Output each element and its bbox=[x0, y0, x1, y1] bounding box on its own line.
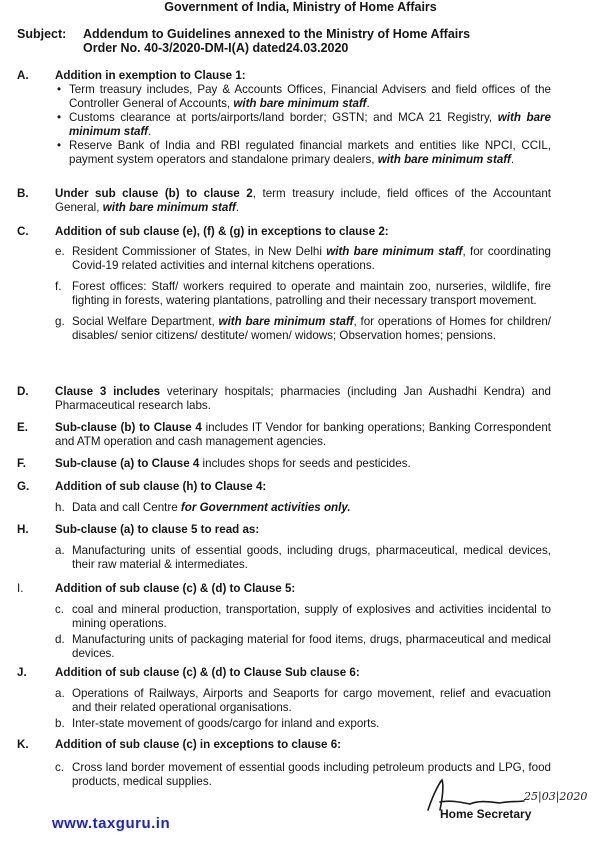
section-letter: C. bbox=[17, 225, 29, 238]
list-item: • Term treasury includes, Pay & Accounts Offices, Financial Advisers and field offices of the Controller General of Accounts, with bare minimum staff. bbox=[55, 83, 551, 111]
section-letter: D. bbox=[17, 385, 29, 398]
subject-text bbox=[83, 27, 470, 55]
section-title: Addition of sub clause (c) & (d) to Clause Sub clause 6: bbox=[55, 666, 360, 679]
section-letter: G. bbox=[17, 480, 30, 493]
section-text: Sub-clause (a) to Clause 4 includes shops for seeds and pesticides. bbox=[55, 457, 411, 470]
section-text: Clause 3 includes veterinary hospitals; pharmacies (including Jan Aushadhi Kendra) and Pharmaceutical research labs. bbox=[55, 385, 551, 412]
section-title: Addition of sub clause (c) in exceptions to clause 6: bbox=[55, 738, 342, 751]
list-item: c. coal and mineral production, transportation, supply of explosives and activities incidental to mining operations. bbox=[55, 603, 551, 630]
section-letter: B. bbox=[17, 187, 29, 200]
list-item: h. Data and call Centre for Government activities only. bbox=[55, 501, 351, 514]
list-item: • Reserve Bank of India and RBI regulated financial markets and entities like NPCI, CCIL, payment system operators and standalone primary dealers, with bare minimum staff. bbox=[55, 139, 551, 167]
list-item: c. Cross land border movement of essential goods including petroleum products and LPG, food products, medical supplies. bbox=[55, 761, 551, 788]
watermark-text: www.taxguru.in bbox=[52, 815, 171, 832]
section-title: Addition of sub clause (h) to Clause 4: bbox=[55, 480, 267, 493]
signatory-title: Home Secretary bbox=[440, 807, 532, 821]
section-title: Addition in exemption to Clause 1: bbox=[55, 69, 246, 82]
list-item: a. Operations of Railways, Airports and Seaports for cargo movement, relief and evacuation and their related operational organisations. bbox=[55, 687, 551, 714]
section-letter: I. bbox=[17, 582, 24, 595]
section-text: Under sub clause (b) to clause 2, term treasury include, field offices of the Accountant General, with bare minimum staff. bbox=[55, 187, 551, 214]
subject-line-2: Order No. 40-3/2020-DM-I(A) dated24.03.2020 bbox=[83, 41, 349, 55]
document-header: Government of India, Ministry of Home Affairs bbox=[164, 0, 437, 14]
signature-date: 25|03|2020 bbox=[524, 790, 588, 803]
section-letter: J. bbox=[17, 666, 27, 679]
section-title: Sub-clause (a) to clause 5 to read as: bbox=[55, 523, 260, 536]
section-letter: K. bbox=[17, 738, 29, 751]
subject-line-1: Addendum to Guidelines annexed to the Ministry of Home Affairs bbox=[83, 27, 471, 41]
list-item: a. Manufacturing units of essential goods, including drugs, pharmaceutical, medical devices, their raw material & intermediates. bbox=[55, 544, 551, 571]
section-letter: E. bbox=[17, 421, 28, 434]
list-item: d. Manufacturing units of packaging material for food items, drugs, pharmaceutical and medical devices. bbox=[55, 633, 551, 660]
section-text: Sub-clause (b) to Clause 4 includes IT Vendor for banking operations; Banking Correspondent and ATM operation and cash management agencies. bbox=[55, 421, 551, 448]
list-item: g. Social Welfare Department, with bare minimum staff, for operations of Homes for children/ disables/ senior citizens/ destitute/ women/ widows; Observation homes; pensions. bbox=[55, 315, 551, 342]
list-item: f. Forest offices: Staff/ workers required to operate and maintain zoo, nurseries, wildlife, fire fighting in forests, watering plantations, patrolling and their necessary transport movement. bbox=[55, 280, 551, 307]
section-letter: H. bbox=[17, 523, 29, 536]
list-item: e. Resident Commissioner of States, in New Delhi with bare minimum staff, for coordinating Covid-19 related activities and internal kitchens operations. bbox=[55, 245, 551, 272]
section-letter: F. bbox=[17, 457, 27, 470]
list-item: b. Inter-state movement of goods/cargo for inland and exports. bbox=[55, 717, 380, 730]
section-title: Addition of sub clause (c) & (d) to Clause 5: bbox=[55, 582, 296, 595]
subject-label: Subject: bbox=[17, 27, 67, 41]
list-item: • Customs clearance at ports/airports/land border; GSTN; and MCA 21 Registry, with bare minimum staff. bbox=[55, 111, 551, 139]
section-title: Addition of sub clause (e), (f) & (g) in exceptions to clause 2: bbox=[55, 225, 389, 238]
section-letter: A. bbox=[17, 69, 29, 82]
